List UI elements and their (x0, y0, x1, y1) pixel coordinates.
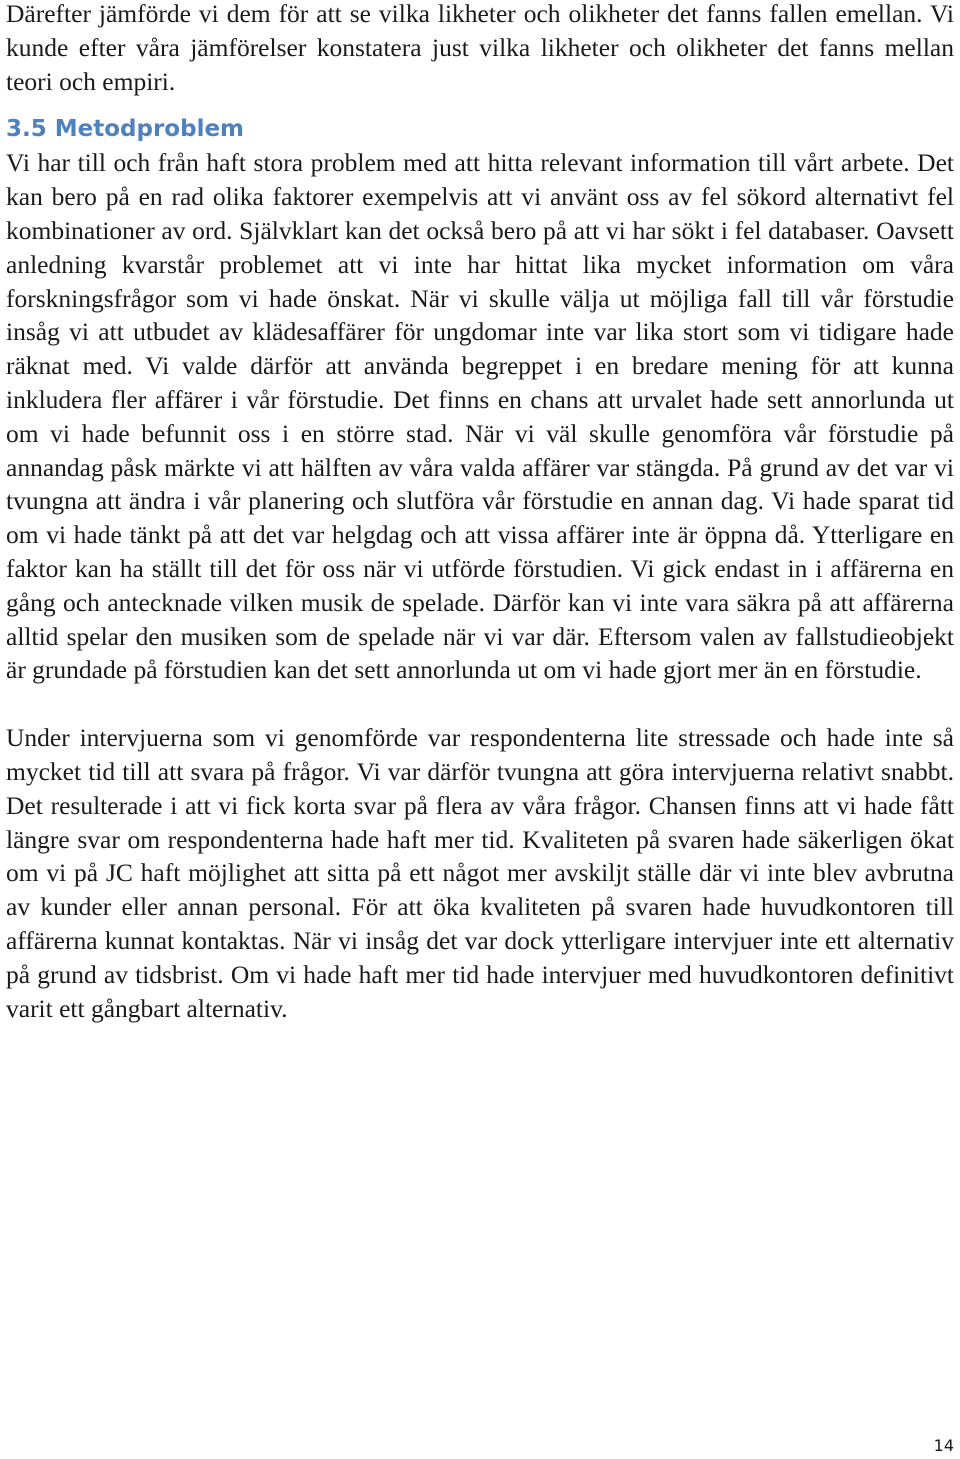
intro-paragraph: Därefter jämförde vi dem för att se vilka likheter och olikheter det fanns fallen emellan. Vi kunde efter våra jämförelser konstatera just vilka likheter och olikheter det fanns mellan teori och empiri. (6, 0, 954, 96)
page-number: 14 (933, 1436, 954, 1455)
body-paragraph-metodproblem: Vi har till och från haft stora problem med att hitta relevant information till vårt arbete. Det kan bero på en rad olika faktorer exempelvis att vi använt oss av fel sökord alternativt fel kombinationer av ord. Självklart kan det också bero på att vi har sökt i fel databaser. Oavsett anledning kvarstår problemet att vi inte har hittat lika mycket information om våra forskningsfrågor som vi hade önskat. När vi skulle välja ut möjliga fall till vår förstudie insåg vi att utbudet av klädesaffärer för ungdomar inte var lika stort som vi tidigare hade räknat med. Vi valde därför att använda begreppet i en bredare mening för att kunna inkludera fler affärer i vår förstudie. Det finns en chans att urvalet hade sett annorlunda ut om vi hade befunnit oss i en större stad. När vi väl skulle genomföra vår förstudie på annandag påsk märkte vi att hälften av våra valda affärer var stängda. På grund av det var vi tvungna att ändra i vår planering och slutföra vår förstudie en annan dag. Vi hade sparat tid om vi hade tänkt på att det var helgdag och att vissa affärer inte är öppna då. Ytterligare en faktor kan ha ställt till det för oss när vi utförde förstudien. Vi gick endast in i affärerna en gång och antecknade vilken musik de spelade. Därför kan vi inte vara säkra på att affärerna alltid spelar den musiken som de spelade när vi var där. Eftersom valen av fallstudieobjekt är grundade på förstudien kan det sett annorlunda ut om vi hade gjort mer än en förstudie. (6, 148, 954, 685)
body-paragraph-interviews: Under intervjuerna som vi genomförde var respondenterna lite stressade och hade inte så mycket tid till att svara på frågor. Vi var därför tvungna att göra intervjuerna relativt snabbt. Det resulterade i att vi fick korta svar på flera av våra frågor. Chansen finns att vi hade fått längre svar om respondenterna hade haft mer tid. Kvaliteten på svaren hade säkerligen ökat om vi på JC haft möjlighet att sitta på ett något mer avskiljt ställe där vi inte blev avbrutna av kunder eller annan personal. För att öka kvaliteten på svaren hade huvudkontoren till affärerna kunnat kontaktas. När vi insåg det var dock ytterligare intervjuer inte ett alternativ på grund av tidsbrist. Om vi hade haft mer tid hade intervjuer med huvudkontoren definitivt varit ett gångbart alternativ. (6, 723, 954, 1023)
document-page (6, 0, 954, 1025)
section-heading: 3.5 Metodproblem (6, 116, 245, 143)
